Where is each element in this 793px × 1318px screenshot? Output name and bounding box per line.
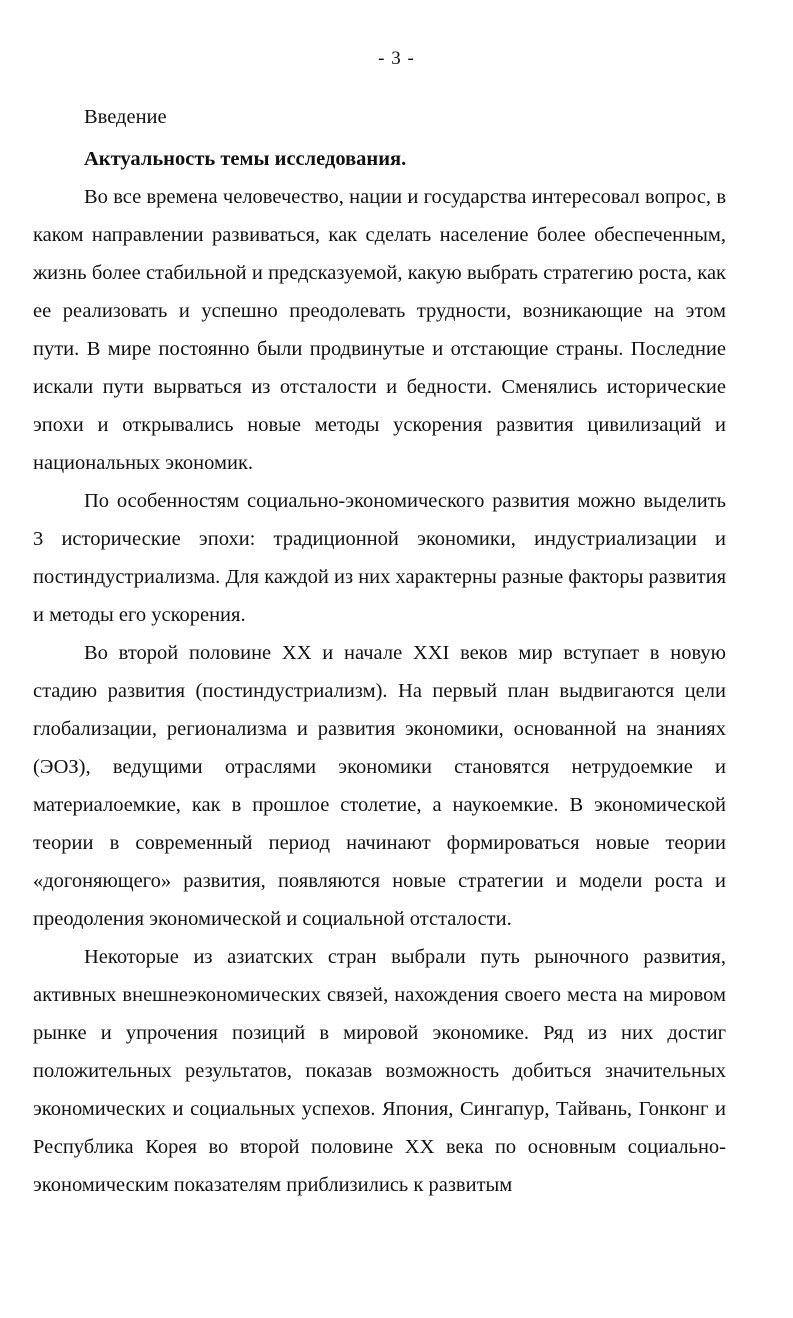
paragraph: Во второй половине XX и начале XXI веков мир вступает в новую стадию развития (постиндустриализм). На первый план выдвигаются цели глобализации, регионализма и развития экономики, основанной на знаниях (ЭОЗ), ведущими отраслями экономики становятся нетрудоемкие и материалоемкие, как в прошлое столетие, а наукоемкие. В экономической теории в современный период начинают формироваться новые теории «догоняющего» развития, появляются новые стратегии и модели роста и преодоления экономической и социальной отсталости.	[33, 642, 726, 930]
paragraph: Во все времена человечество, нации и государства интересовал вопрос, в каком направлении развиваться, как сделать население более обеспеченным, жизнь более стабильной и предсказуемой, какую выбрать стратегию роста, как ее реализовать и успешно преодолевать трудности, возникающие на этом пути. В мире постоянно были продвинутые и отстающие страны. Последние искали пути вырваться из отсталости и бедности. Сменялись исторические эпохи и открывались новые методы ускорения развития цивилизаций и национальных экономик.	[33, 186, 726, 474]
subtitle: Актуальность темы исследования.	[84, 148, 407, 170]
section-title: Введение	[84, 106, 167, 128]
document-body	[33, 140, 726, 1204]
paragraph: Некоторые из азиатских стран выбрали путь рыночного развития, активных внешнеэкономических связей, нахождения своего места на мировом рынке и упрочения позиций в мировой экономике. Ряд из них достиг положительных результатов, показав возможность добиться значительных экономических и социальных успехов. Япония, Сингапур, Тайвань, Гонконг и Республика Корея во второй половине XX века по основным социально-экономическим показателям приблизились к развитым	[33, 946, 726, 1196]
page-number: - 3 -	[378, 48, 415, 69]
paragraph: По особенностям социально-экономического развития можно выделить 3 исторические эпохи: традиционной экономики, индустриализации и постиндустриализма. Для каждой из них характерны разные факторы развития и методы его ускорения.	[33, 490, 726, 626]
